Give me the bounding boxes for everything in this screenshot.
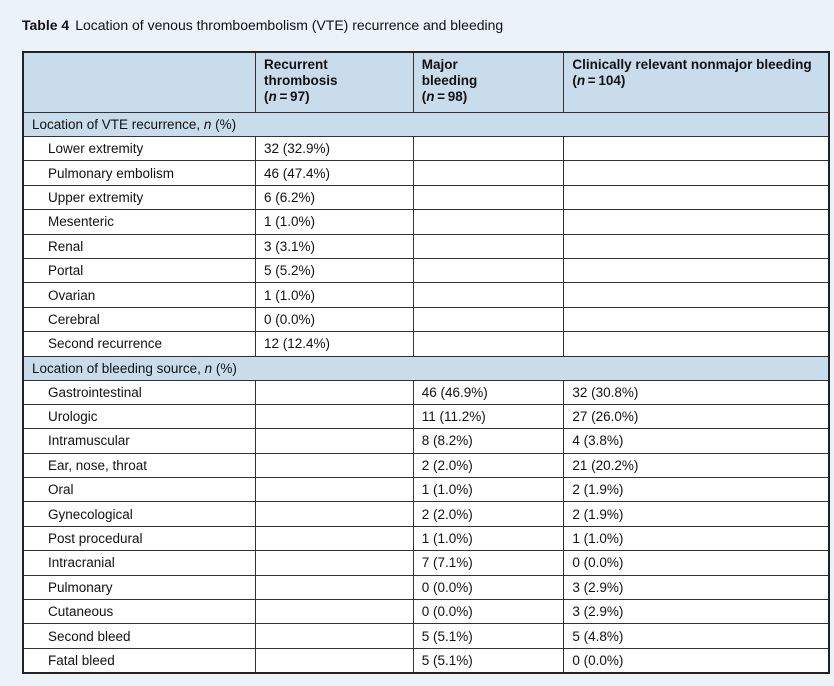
crnm-bleeding-cell: 2 (1.9%) bbox=[564, 478, 829, 502]
row-label-cell: Second bleed bbox=[23, 624, 256, 648]
row-label-cell: Mesenteric bbox=[23, 210, 256, 234]
major-bleeding-cell bbox=[413, 258, 564, 282]
table-row bbox=[23, 161, 829, 185]
data-table bbox=[22, 51, 830, 674]
row-label-cell: Cutaneous bbox=[23, 600, 256, 624]
header-cell-blank bbox=[23, 52, 256, 113]
header-cell-crnm-bleeding bbox=[564, 52, 829, 113]
major-bleeding-cell bbox=[413, 234, 564, 258]
major-bleeding-cell: 0 (0.0%) bbox=[413, 600, 564, 624]
major-bleeding-cell: 7 (7.1%) bbox=[413, 551, 564, 575]
header-row bbox=[23, 52, 829, 113]
row-label-cell: Urologic bbox=[23, 404, 256, 428]
recurrent-thrombosis-cell bbox=[256, 575, 414, 599]
table-title: Location of venous thromboembolism (VTE) recurrence and bleeding bbox=[75, 17, 504, 33]
table-row bbox=[23, 600, 829, 624]
crnm-bleeding-cell bbox=[564, 234, 829, 258]
crnm-bleeding-cell bbox=[564, 210, 829, 234]
crnm-bleeding-cell bbox=[564, 161, 829, 185]
row-label-cell: Intracranial bbox=[23, 551, 256, 575]
table-row bbox=[23, 332, 829, 356]
section-title: Location of bleeding source, n (%) bbox=[23, 356, 829, 380]
table-row bbox=[23, 404, 829, 428]
header-line: Recurrent bbox=[264, 57, 328, 72]
crnm-bleeding-cell bbox=[564, 283, 829, 307]
table-body bbox=[23, 113, 829, 674]
major-bleeding-cell: 46 (46.9%) bbox=[413, 380, 564, 404]
table-row bbox=[23, 624, 829, 648]
crnm-bleeding-cell bbox=[564, 185, 829, 209]
recurrent-thrombosis-cell bbox=[256, 624, 414, 648]
crnm-bleeding-cell: 4 (3.8%) bbox=[564, 429, 829, 453]
row-label-cell: Gynecological bbox=[23, 502, 256, 526]
recurrent-thrombosis-cell bbox=[256, 429, 414, 453]
row-label-cell: Fatal bleed bbox=[23, 648, 256, 673]
table-row bbox=[23, 283, 829, 307]
header-cell-recurrent-thrombosis bbox=[256, 52, 414, 113]
row-label-cell: Ovarian bbox=[23, 283, 256, 307]
crnm-bleeding-cell: 32 (30.8%) bbox=[564, 380, 829, 404]
row-label-cell: Cerebral bbox=[23, 307, 256, 331]
table-row bbox=[23, 551, 829, 575]
row-label-cell: Upper extremity bbox=[23, 185, 256, 209]
header-line: Major bbox=[421, 57, 458, 72]
row-label-cell: Pulmonary embolism bbox=[23, 161, 256, 185]
crnm-bleeding-cell: 5 (4.8%) bbox=[564, 624, 829, 648]
crnm-bleeding-cell bbox=[564, 307, 829, 331]
header-line: (n = 98) bbox=[421, 89, 468, 104]
major-bleeding-cell bbox=[413, 210, 564, 234]
recurrent-thrombosis-cell: 5 (5.2%) bbox=[256, 258, 414, 282]
major-bleeding-cell bbox=[413, 332, 564, 356]
table-label: Table 4 bbox=[22, 17, 70, 33]
row-label-cell: Gastrointestinal bbox=[23, 380, 256, 404]
crnm-bleeding-cell bbox=[564, 332, 829, 356]
row-label-cell: Intramuscular bbox=[23, 429, 256, 453]
table-row bbox=[23, 210, 829, 234]
major-bleeding-cell: 2 (2.0%) bbox=[413, 502, 564, 526]
table-row bbox=[23, 137, 829, 161]
recurrent-thrombosis-cell bbox=[256, 502, 414, 526]
crnm-bleeding-cell: 3 (2.9%) bbox=[564, 575, 829, 599]
recurrent-thrombosis-cell: 3 (3.1%) bbox=[256, 234, 414, 258]
section-header-row bbox=[23, 113, 829, 137]
row-label-cell: Pulmonary bbox=[23, 575, 256, 599]
header-cell-major-bleeding bbox=[413, 52, 564, 113]
header-line: thrombosis bbox=[264, 73, 338, 88]
major-bleeding-cell: 8 (8.2%) bbox=[413, 429, 564, 453]
row-label-cell: Portal bbox=[23, 258, 256, 282]
major-bleeding-cell: 5 (5.1%) bbox=[413, 624, 564, 648]
table-row bbox=[23, 453, 829, 477]
crnm-bleeding-cell bbox=[564, 258, 829, 282]
recurrent-thrombosis-cell: 46 (47.4%) bbox=[256, 161, 414, 185]
section-title: Location of VTE recurrence, n (%) bbox=[23, 113, 829, 137]
major-bleeding-cell bbox=[413, 137, 564, 161]
crnm-bleeding-cell: 1 (1.0%) bbox=[564, 526, 829, 550]
recurrent-thrombosis-cell bbox=[256, 600, 414, 624]
table-row bbox=[23, 502, 829, 526]
section-header-row bbox=[23, 356, 829, 380]
recurrent-thrombosis-cell bbox=[256, 648, 414, 673]
row-label-cell: Post procedural bbox=[23, 526, 256, 550]
table-row bbox=[23, 380, 829, 404]
recurrent-thrombosis-cell: 1 (1.0%) bbox=[256, 283, 414, 307]
recurrent-thrombosis-cell bbox=[256, 551, 414, 575]
row-label-cell: Ear, nose, throat bbox=[23, 453, 256, 477]
recurrent-thrombosis-cell bbox=[256, 478, 414, 502]
recurrent-thrombosis-cell: 0 (0.0%) bbox=[256, 307, 414, 331]
recurrent-thrombosis-cell: 1 (1.0%) bbox=[256, 210, 414, 234]
crnm-bleeding-cell: 0 (0.0%) bbox=[564, 648, 829, 673]
table-caption bbox=[22, 17, 503, 33]
recurrent-thrombosis-cell bbox=[256, 404, 414, 428]
table-row bbox=[23, 526, 829, 550]
crnm-bleeding-cell: 21 (20.2%) bbox=[564, 453, 829, 477]
table-row bbox=[23, 575, 829, 599]
crnm-bleeding-cell: 0 (0.0%) bbox=[564, 551, 829, 575]
major-bleeding-cell bbox=[413, 307, 564, 331]
recurrent-thrombosis-cell bbox=[256, 380, 414, 404]
recurrent-thrombosis-cell: 12 (12.4%) bbox=[256, 332, 414, 356]
table-row bbox=[23, 648, 829, 673]
recurrent-thrombosis-cell bbox=[256, 526, 414, 550]
table-row bbox=[23, 185, 829, 209]
crnm-bleeding-cell: 3 (2.9%) bbox=[564, 600, 829, 624]
row-label-cell: Renal bbox=[23, 234, 256, 258]
major-bleeding-cell: 0 (0.0%) bbox=[413, 575, 564, 599]
crnm-bleeding-cell: 27 (26.0%) bbox=[564, 404, 829, 428]
row-label-cell: Second recurrence bbox=[23, 332, 256, 356]
crnm-bleeding-cell bbox=[564, 137, 829, 161]
table-row bbox=[23, 234, 829, 258]
row-label-cell: Lower extremity bbox=[23, 137, 256, 161]
crnm-bleeding-cell: 2 (1.9%) bbox=[564, 502, 829, 526]
major-bleeding-cell: 5 (5.1%) bbox=[413, 648, 564, 673]
major-bleeding-cell bbox=[413, 161, 564, 185]
table-row bbox=[23, 429, 829, 453]
table-row bbox=[23, 258, 829, 282]
table-row bbox=[23, 478, 829, 502]
header-line: (n = 104) bbox=[572, 73, 626, 88]
row-label-cell: Oral bbox=[23, 478, 256, 502]
table-row bbox=[23, 307, 829, 331]
recurrent-thrombosis-cell: 32 (32.9%) bbox=[256, 137, 414, 161]
recurrent-thrombosis-cell bbox=[256, 453, 414, 477]
major-bleeding-cell bbox=[413, 185, 564, 209]
major-bleeding-cell: 1 (1.0%) bbox=[413, 526, 564, 550]
header-line: Clinically relevant nonmajor bleeding bbox=[572, 57, 812, 72]
major-bleeding-cell: 2 (2.0%) bbox=[413, 453, 564, 477]
header-line: (n = 97) bbox=[264, 89, 310, 104]
major-bleeding-cell: 11 (11.2%) bbox=[413, 404, 564, 428]
major-bleeding-cell: 1 (1.0%) bbox=[413, 478, 564, 502]
header-line: bleeding bbox=[421, 73, 478, 88]
major-bleeding-cell bbox=[413, 283, 564, 307]
recurrent-thrombosis-cell: 6 (6.2%) bbox=[256, 185, 414, 209]
